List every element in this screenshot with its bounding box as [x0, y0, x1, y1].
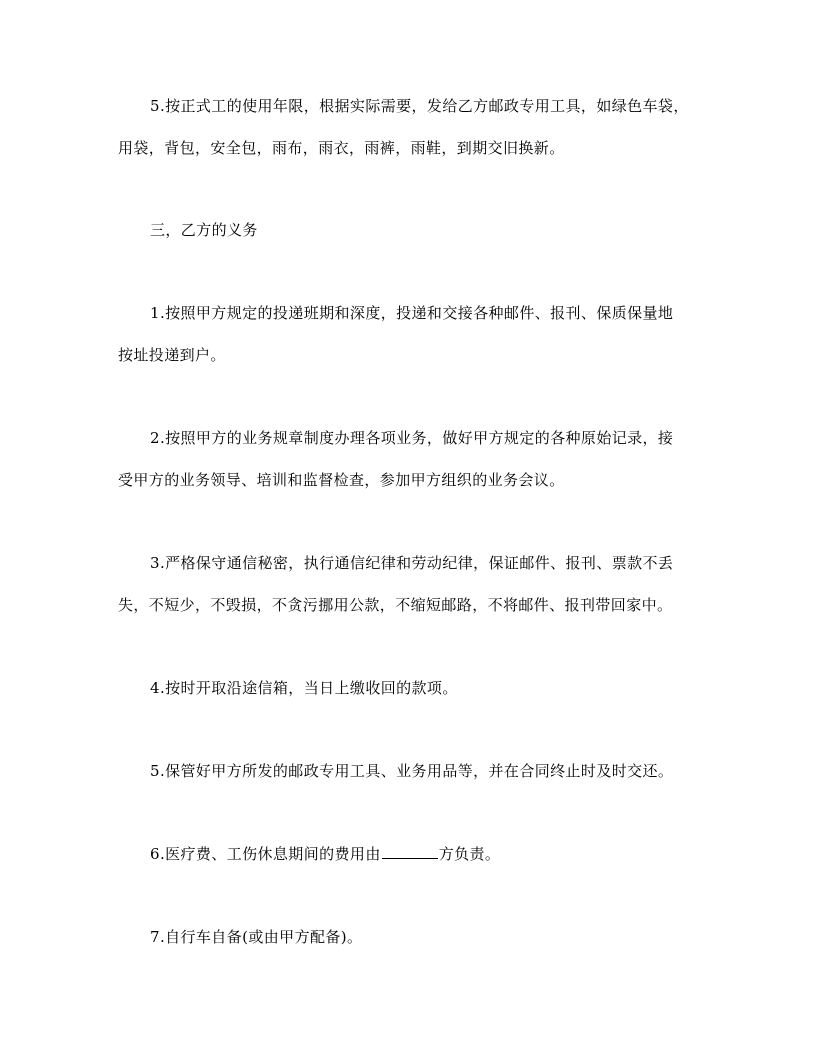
obligation-4: 4.按时开取沿途信箱，当日上缴收回的款项。: [150, 679, 458, 697]
paragraph-5-line-1: 5.按正式工的使用年限，根据实际需要，发给乙方邮政专用工具，如绿色车袋，: [150, 97, 689, 115]
paragraph-5-line-2: 用袋，背包，安全包，雨布，雨衣，雨裤，雨鞋，到期交旧换新。: [118, 139, 565, 157]
obligation-3-line-1: 3.严格保守通信秘密，执行通信纪律和劳动纪律，保证邮件、报刊、票款不丢: [150, 554, 674, 572]
fill-in-blank: [382, 844, 438, 859]
obligation-2-line-2: 受甲方的业务领导、培训和监督检查，参加甲方组织的业务会议。: [118, 471, 565, 489]
obligation-3-line-2: 失，不短少，不毁损，不贪污挪用公款，不缩短邮路，不将邮件、报刊带回家中。: [118, 596, 673, 614]
section-heading-party-b-obligations: 三，乙方的义务: [150, 221, 258, 239]
obligation-6-text-before-blank: 6.医疗费、工伤休息期间的费用由: [150, 845, 381, 863]
obligation-1-line-1: 1.按照甲方规定的投递班期和深度，投递和交接各种邮件、报刊、保质保量地: [150, 304, 674, 322]
obligation-1-line-2: 按址投递到户。: [118, 346, 226, 364]
obligation-2-line-1: 2.按照甲方的业务规章制度办理各项业务，做好甲方规定的各种原始记录，接: [150, 429, 674, 447]
obligation-6: [150, 844, 500, 864]
obligation-5: 5.保管好甲方所发的邮政专用工具、业务用品等，并在合同终止时及时交还。: [150, 762, 674, 780]
obligation-7: 7.自行车自备(或由甲方配备)。: [150, 928, 363, 946]
obligation-6-text-after-blank: 方负责。: [438, 845, 501, 863]
